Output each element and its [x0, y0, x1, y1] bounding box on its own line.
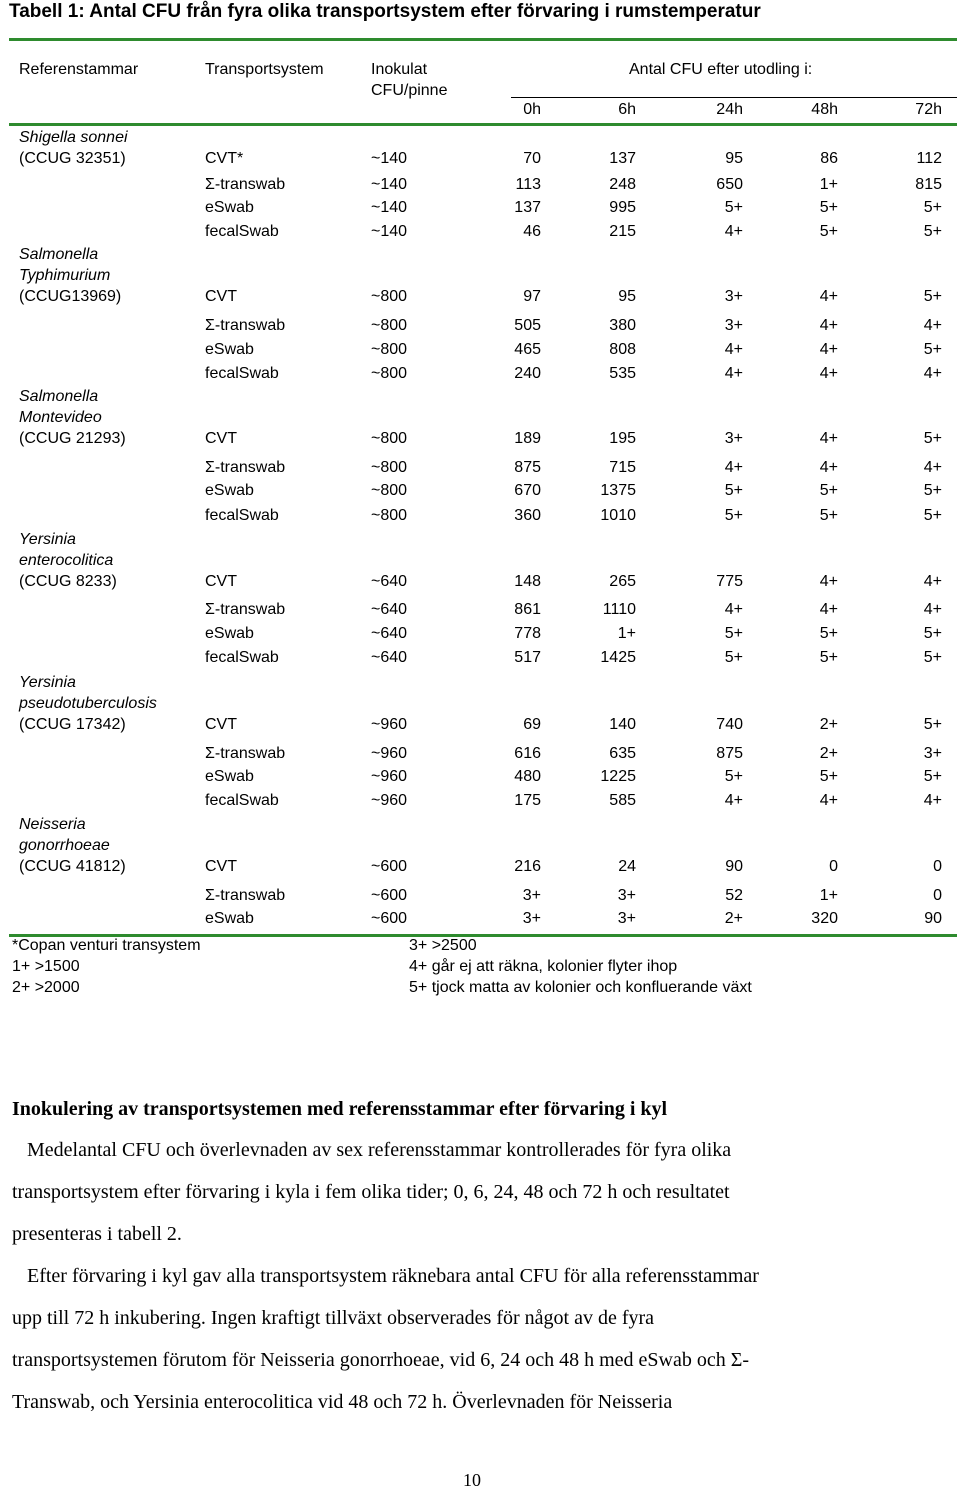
transport-system: fecalSwab — [205, 507, 279, 524]
strain-ccug: (CCUG 8233) — [19, 573, 117, 590]
cfu-value-48h: 4+ — [819, 792, 838, 809]
cfu-value-72h: 4+ — [923, 573, 942, 590]
transport-system: fecalSwab — [205, 223, 279, 240]
cfu-value-0h: 69 — [523, 716, 541, 733]
paragraph-line: Efter förvaring i kyl gav alla transportsystem räknebara antal CFU för alla referensstammar — [12, 1265, 759, 1287]
table-title: Tabell 1: Antal CFU från fyra olika transportsystem efter förvaring i rumstemperatur — [9, 1, 761, 22]
strain-name: enterocolitica — [19, 552, 114, 569]
cfu-value-72h: 5+ — [923, 288, 942, 305]
cfu-value-72h: 4+ — [923, 365, 942, 382]
cfu-value-6h: 585 — [609, 792, 636, 809]
transport-system: CVT* — [205, 150, 244, 167]
paragraph-line: Transwab, och Yersinia enterocolitica vid 48 och 72 h. Överlevnaden för Neisseria — [12, 1391, 673, 1413]
page-number: 10 — [463, 1470, 481, 1490]
footnote-right: 5+ tjock matta av kolonier och konfluerande växt — [409, 979, 752, 996]
strain-ccug: (CCUG 21293) — [19, 430, 126, 447]
cfu-value-0h: 616 — [514, 745, 541, 762]
cfu-value-6h: 715 — [609, 459, 636, 476]
cfu-value-0h: 113 — [515, 176, 541, 193]
cfu-value-6h: 195 — [609, 430, 636, 447]
footnote-right: 4+ går ej att räkna, kolonier flyter ihop — [409, 958, 678, 975]
cfu-value-72h: 5+ — [923, 199, 942, 216]
transport-system: eSwab — [205, 341, 254, 358]
cfu-value-24h: 4+ — [724, 341, 743, 358]
transport-system: eSwab — [205, 482, 254, 499]
transport-system: fecalSwab — [205, 649, 279, 666]
cfu-value-24h: 875 — [716, 745, 743, 762]
transport-system: CVT — [205, 288, 237, 305]
cfu-value-48h: 4+ — [819, 459, 838, 476]
cfu-value-48h: 1+ — [819, 176, 838, 193]
header-time-72h: 72h — [915, 101, 942, 118]
inoculum-value: ~640 — [371, 625, 408, 642]
cfu-value-24h: 3+ — [724, 288, 743, 305]
cfu-value-48h: 5+ — [819, 223, 838, 240]
cfu-value-24h: 95 — [725, 150, 743, 167]
strain-name: Salmonella — [19, 246, 99, 263]
inoculum-value: ~140 — [371, 176, 408, 193]
transport-system: fecalSwab — [205, 792, 279, 809]
inoculum-value: ~960 — [371, 792, 408, 809]
cfu-value-48h: 4+ — [819, 430, 838, 447]
cfu-value-6h: 3+ — [617, 887, 636, 904]
transport-system: Σ-transwab — [205, 601, 286, 618]
transport-system: CVT — [205, 573, 237, 590]
section-heading: Inokulering av transportsystemen med referensstammar efter förvaring i kyl — [12, 1098, 668, 1120]
cfu-value-72h: 5+ — [923, 430, 942, 447]
cfu-value-48h: 5+ — [819, 625, 838, 642]
cfu-value-48h: 5+ — [819, 482, 838, 499]
cfu-value-24h: 4+ — [724, 459, 743, 476]
cfu-value-0h: 505 — [514, 317, 541, 334]
cfu-value-6h: 265 — [609, 573, 636, 590]
cfu-value-72h: 3+ — [923, 745, 942, 762]
cfu-value-72h: 0 — [933, 887, 942, 904]
transport-system: eSwab — [205, 768, 254, 785]
cfu-value-6h: 1225 — [600, 768, 636, 785]
cfu-value-0h: 465 — [514, 341, 541, 358]
cfu-value-6h: 248 — [609, 176, 636, 193]
cfu-value-24h: 5+ — [724, 199, 743, 216]
paragraph-line: upp till 72 h inkubering. Ingen kraftigt tillväxt observerades för något av de fyra — [12, 1307, 655, 1329]
paragraph-line: Medelantal CFU och överlevnaden av sex referensstammar kontrollerades för fyra olika — [12, 1139, 732, 1161]
cfu-value-72h: 5+ — [923, 482, 942, 499]
cfu-value-48h: 0 — [829, 858, 838, 875]
header-inoculum-line1: Inokulat — [371, 61, 428, 78]
inoculum-value: ~960 — [371, 716, 408, 733]
cfu-value-72h: 112 — [916, 150, 942, 167]
cfu-value-24h: 5+ — [724, 625, 743, 642]
cfu-value-48h: 5+ — [819, 768, 838, 785]
cfu-value-48h: 5+ — [819, 507, 838, 524]
cfu-value-0h: 861 — [514, 601, 541, 618]
cfu-value-6h: 1425 — [600, 649, 636, 666]
inoculum-value: ~800 — [371, 482, 408, 499]
cfu-value-24h: 3+ — [724, 430, 743, 447]
cfu-value-24h: 4+ — [724, 601, 743, 618]
inoculum-value: ~960 — [371, 768, 408, 785]
cfu-value-72h: 5+ — [923, 507, 942, 524]
strain-name: Yersinia — [19, 531, 76, 548]
cfu-value-72h: 815 — [915, 176, 942, 193]
cfu-value-48h: 4+ — [819, 573, 838, 590]
cfu-value-0h: 3+ — [522, 910, 541, 927]
cfu-value-0h: 670 — [514, 482, 541, 499]
cfu-value-0h: 517 — [514, 649, 541, 666]
header-cfu-group: Antal CFU efter utodling i: — [629, 61, 813, 78]
cfu-value-0h: 97 — [523, 288, 541, 305]
inoculum-value: ~800 — [371, 365, 408, 382]
cfu-value-24h: 775 — [716, 573, 743, 590]
cfu-value-6h: 140 — [609, 716, 636, 733]
strain-ccug: (CCUG 32351) — [19, 150, 126, 167]
inoculum-value: ~600 — [371, 910, 408, 927]
cfu-value-48h: 4+ — [819, 288, 838, 305]
cfu-value-6h: 995 — [609, 199, 636, 216]
transport-system: Σ-transwab — [205, 459, 286, 476]
inoculum-value: ~600 — [371, 858, 408, 875]
transport-system: fecalSwab — [205, 365, 279, 382]
inoculum-value: ~800 — [371, 288, 408, 305]
strain-ccug: (CCUG 17342) — [19, 716, 126, 733]
strain-ccug: (CCUG 41812) — [19, 858, 126, 875]
cfu-value-6h: 535 — [609, 365, 636, 382]
cfu-value-24h: 52 — [725, 887, 743, 904]
paragraph-line: transportsystem efter förvaring i kyla i fem olika tider; 0, 6, 24, 48 och 72 h och resultatet — [12, 1181, 730, 1203]
cfu-value-6h: 95 — [618, 288, 636, 305]
cfu-value-24h: 5+ — [724, 649, 743, 666]
strain-name: pseudotuberculosis — [19, 695, 157, 712]
cfu-value-6h: 24 — [618, 858, 636, 875]
inoculum-value: ~800 — [371, 341, 408, 358]
header-strain: Referenstammar — [19, 61, 139, 78]
strain-name: Neisseria — [19, 816, 86, 833]
inoculum-value: ~800 — [371, 459, 408, 476]
transport-system: Σ-transwab — [205, 176, 286, 193]
cfu-value-24h: 740 — [716, 716, 743, 733]
cfu-value-24h: 90 — [725, 858, 743, 875]
cfu-value-72h: 5+ — [923, 341, 942, 358]
inoculum-value: ~640 — [371, 649, 408, 666]
inoculum-value: ~140 — [371, 223, 408, 240]
cfu-value-48h: 1+ — [819, 887, 838, 904]
transport-system: CVT — [205, 430, 237, 447]
transport-system: eSwab — [205, 625, 254, 642]
strain-name: Montevideo — [19, 409, 102, 426]
cfu-value-72h: 5+ — [923, 223, 942, 240]
cfu-value-24h: 5+ — [724, 768, 743, 785]
cfu-value-72h: 4+ — [923, 601, 942, 618]
transport-system: CVT — [205, 716, 237, 733]
cfu-value-0h: 175 — [514, 792, 541, 809]
inoculum-value: ~640 — [371, 573, 408, 590]
cfu-value-72h: 5+ — [923, 768, 942, 785]
strain-name: Shigella sonnei — [19, 129, 128, 146]
cfu-value-48h: 86 — [820, 150, 838, 167]
table-top-rule — [9, 38, 957, 41]
inoculum-value: ~960 — [371, 745, 408, 762]
cfu-value-0h: 70 — [523, 150, 541, 167]
cfu-value-6h: 808 — [609, 341, 636, 358]
cfu-value-0h: 240 — [514, 365, 541, 382]
cfu-value-24h: 650 — [716, 176, 743, 193]
transport-system: eSwab — [205, 910, 254, 927]
cfu-value-72h: 4+ — [923, 792, 942, 809]
cfu-value-6h: 1375 — [600, 482, 636, 499]
cfu-value-72h: 5+ — [923, 716, 942, 733]
cfu-value-48h: 4+ — [819, 365, 838, 382]
cfu-value-72h: 90 — [924, 910, 942, 927]
footnote-left: 2+ >2000 — [12, 979, 80, 996]
cfu-value-72h: 4+ — [923, 459, 942, 476]
transport-system: CVT — [205, 858, 237, 875]
transport-system: Σ-transwab — [205, 317, 286, 334]
cfu-value-48h: 5+ — [819, 199, 838, 216]
cfu-value-6h: 380 — [609, 317, 636, 334]
cfu-value-0h: 137 — [514, 199, 541, 216]
strain-name: Salmonella — [19, 388, 99, 405]
header-time-48h: 48h — [811, 101, 838, 118]
footnote-left: *Copan venturi transystem — [12, 937, 201, 954]
cfu-value-48h: 320 — [811, 910, 838, 927]
header-time-0h: 0h — [523, 101, 541, 118]
cfu-value-0h: 46 — [523, 223, 541, 240]
cfu-value-6h: 137 — [609, 150, 636, 167]
inoculum-value: ~800 — [371, 507, 408, 524]
cfu-value-48h: 4+ — [819, 601, 838, 618]
cfu-value-72h: 4+ — [923, 317, 942, 334]
cfu-value-24h: 5+ — [724, 482, 743, 499]
cfu-value-48h: 2+ — [819, 745, 838, 762]
paragraph-line: presenteras i tabell 2. — [12, 1223, 182, 1245]
cfu-value-72h: 5+ — [923, 625, 942, 642]
cfu-value-48h: 5+ — [819, 649, 838, 666]
cfu-value-48h: 4+ — [819, 317, 838, 334]
cfu-value-72h: 5+ — [923, 649, 942, 666]
cfu-value-24h: 4+ — [724, 792, 743, 809]
header-time-6h: 6h — [618, 101, 636, 118]
inoculum-value: ~800 — [371, 430, 408, 447]
paragraph-line: transportsystemen förutom för Neisseria gonorrhoeae, vid 6, 24 och 48 h med eSwab och Σ- — [12, 1349, 750, 1371]
cfu-value-72h: 0 — [933, 858, 942, 875]
header-inoculum-line2: CFU/pinne — [371, 82, 448, 99]
cfu-value-0h: 360 — [514, 507, 541, 524]
footnote-left: 1+ >1500 — [12, 958, 80, 975]
inoculum-value: ~140 — [371, 199, 408, 216]
header-group-rule — [511, 97, 957, 98]
cfu-value-6h: 1+ — [617, 625, 636, 642]
strain-name: Typhimurium — [19, 267, 111, 284]
cfu-value-6h: 635 — [609, 745, 636, 762]
cfu-value-48h: 4+ — [819, 341, 838, 358]
inoculum-value: ~640 — [371, 601, 408, 618]
cfu-value-6h: 3+ — [617, 910, 636, 927]
strain-ccug: (CCUG13969) — [19, 288, 122, 305]
cfu-value-0h: 480 — [514, 768, 541, 785]
cfu-value-24h: 4+ — [724, 365, 743, 382]
cfu-value-0h: 778 — [514, 625, 541, 642]
footnote-right: 3+ >2500 — [409, 937, 477, 954]
cfu-value-0h: 189 — [514, 430, 541, 447]
inoculum-value: ~600 — [371, 887, 408, 904]
cfu-value-6h: 1110 — [602, 601, 636, 618]
cfu-value-0h: 875 — [514, 459, 541, 476]
transport-system: Σ-transwab — [205, 745, 286, 762]
header-bottom-rule — [9, 123, 957, 126]
cfu-value-24h: 3+ — [724, 317, 743, 334]
header-system: Transportsystem — [205, 61, 324, 78]
header-time-24h: 24h — [716, 101, 743, 118]
strain-name: gonorrhoeae — [19, 837, 110, 854]
cfu-value-0h: 3+ — [522, 887, 541, 904]
cfu-value-48h: 2+ — [819, 716, 838, 733]
cfu-value-24h: 4+ — [724, 223, 743, 240]
cfu-value-6h: 1010 — [600, 507, 636, 524]
cfu-value-0h: 216 — [514, 858, 541, 875]
inoculum-value: ~140 — [371, 150, 408, 167]
strain-name: Yersinia — [19, 674, 76, 691]
transport-system: Σ-transwab — [205, 887, 286, 904]
cfu-value-0h: 148 — [514, 573, 541, 590]
cfu-value-6h: 215 — [609, 223, 636, 240]
inoculum-value: ~800 — [371, 317, 408, 334]
cfu-value-24h: 2+ — [724, 910, 743, 927]
cfu-value-24h: 5+ — [724, 507, 743, 524]
transport-system: eSwab — [205, 199, 254, 216]
